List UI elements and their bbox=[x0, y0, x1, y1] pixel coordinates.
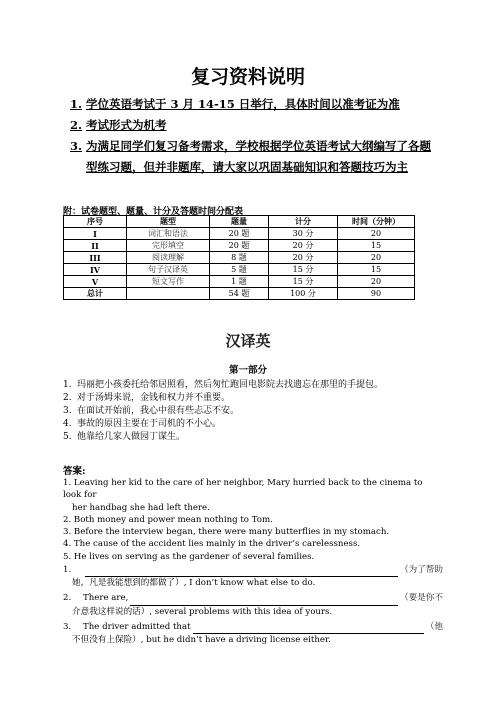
notes-list bbox=[70, 94, 445, 178]
fill-item bbox=[63, 621, 443, 647]
item-number: 1. bbox=[63, 380, 72, 390]
fill-hint: （为了帮助 bbox=[400, 565, 443, 575]
table-cell: 1 题 bbox=[210, 276, 269, 288]
table-cell: 15 分 bbox=[269, 276, 338, 288]
table-cell: 20 bbox=[338, 228, 415, 240]
note-text: 为满足同学们复习备考需求，学校根据学位英语考试大纲编写了各题 bbox=[86, 139, 431, 153]
table-row bbox=[64, 264, 415, 276]
list-item bbox=[63, 392, 383, 405]
table-cell: 20 题 bbox=[210, 240, 269, 252]
column-header: 题型 bbox=[127, 216, 210, 228]
column-header: 计分 bbox=[269, 216, 338, 228]
answer-line: 4. The cause of the accident lies mainly in the driver’s carelessness. bbox=[63, 539, 361, 550]
note-text-block bbox=[86, 136, 431, 178]
table-row bbox=[64, 276, 415, 288]
table-cell: 15 分 bbox=[269, 264, 338, 276]
section-title: 汉译英 bbox=[225, 332, 271, 350]
fill-item bbox=[63, 564, 443, 590]
item-number: 1. bbox=[63, 565, 72, 575]
answer-line: 2. Both money and power mean nothing to Tom. bbox=[63, 514, 273, 525]
item-number: 3. bbox=[63, 406, 72, 416]
table-row bbox=[64, 252, 415, 264]
fill-continuation: 介意我这样说的话）, several problems with this idea of yours. bbox=[72, 606, 333, 617]
table-caption: 附：试卷题型、题量、计分及答题时间分配表 bbox=[63, 207, 244, 217]
fill-continuation: 她，凡是我能想到的都做了）, I don’t know what else to do. bbox=[72, 578, 316, 589]
item-number: 3. bbox=[63, 621, 72, 632]
table-cell: 54 题 bbox=[210, 288, 269, 300]
note-item bbox=[70, 115, 445, 136]
item-number: 2. bbox=[63, 593, 72, 604]
answer-line: 1. Leaving her kid to the care of her neighbor, Mary hurried back to the cinema to look for bbox=[63, 478, 423, 501]
item-number: 5. bbox=[63, 432, 72, 442]
answer-line: 5. He lives on serving as the gardener of several families. bbox=[63, 551, 315, 562]
note-item bbox=[70, 94, 445, 115]
table-cell: 5 题 bbox=[210, 264, 269, 276]
note-text: 考试形式为机考 bbox=[86, 118, 167, 132]
answer-line: 3. Before the interview began, there were many butterflies in my stomach. bbox=[63, 527, 390, 538]
table-cell: 8 题 bbox=[210, 252, 269, 264]
table-cell: 词汇和语法 bbox=[127, 228, 210, 240]
table-cell: 总计 bbox=[64, 288, 127, 300]
note-text: 学位英语考试于 3 月 14-15 日举行，具体时间以准考证为准 bbox=[86, 97, 400, 111]
list-item bbox=[63, 379, 383, 392]
table-cell: 短文写作 bbox=[127, 276, 210, 288]
item-text: 在面试开始前，我心中很有些忐忑不安。 bbox=[77, 406, 240, 416]
fill-hint: （他 bbox=[425, 621, 443, 632]
fill-in-list bbox=[63, 564, 443, 649]
table-total-row bbox=[64, 288, 415, 300]
table-cell: IV bbox=[64, 264, 127, 276]
answer-list bbox=[63, 477, 443, 563]
table-cell: 20 分 bbox=[269, 240, 338, 252]
table-cell: 20 bbox=[338, 276, 415, 288]
table-cell: 句子汉译英 bbox=[127, 264, 210, 276]
table-cell: 20 题 bbox=[210, 228, 269, 240]
fill-prefix: The driver admitted that bbox=[83, 621, 191, 632]
table-cell: 阅读理解 bbox=[127, 252, 210, 264]
item-text: 对于汤姆来说，金钱和权力并不重要。 bbox=[77, 393, 231, 403]
column-header: 时间（分钟） bbox=[338, 216, 415, 228]
table-cell: 15 bbox=[338, 264, 415, 276]
part-title: 第一部分 bbox=[228, 365, 267, 376]
table-cell: 20 分 bbox=[269, 252, 338, 264]
table-cell: 完形填空 bbox=[127, 240, 210, 252]
answers-label: 答案: bbox=[63, 466, 86, 477]
answer-blank[interactable] bbox=[85, 566, 398, 577]
item-number: 2. bbox=[63, 393, 72, 403]
table-cell: 100 分 bbox=[269, 288, 338, 300]
page-title: 复习资料说明 bbox=[190, 66, 305, 88]
table-cell bbox=[127, 288, 210, 300]
note-number: 3. bbox=[70, 139, 83, 153]
table-cell: II bbox=[64, 240, 127, 252]
table-cell: V bbox=[64, 276, 127, 288]
answer-blank[interactable] bbox=[193, 623, 424, 634]
fill-item bbox=[63, 592, 443, 618]
table-row bbox=[64, 240, 415, 252]
table-cell: 15 bbox=[338, 240, 415, 252]
table-row bbox=[64, 228, 415, 240]
fill-hint: （要是你不 bbox=[400, 593, 443, 604]
note-number: 1. bbox=[70, 97, 83, 111]
item-text: 事故的原因主要在于司机的不小心。 bbox=[77, 419, 222, 429]
answer-blank[interactable] bbox=[130, 595, 398, 606]
column-header: 题量 bbox=[210, 216, 269, 228]
problem-list bbox=[63, 379, 383, 444]
list-item bbox=[63, 405, 383, 418]
item-text: 玛丽把小孩委托给邻居照看，然后匆忙跑回电影院去找遗忘在那里的手提包。 bbox=[77, 380, 384, 390]
table-cell: 20 bbox=[338, 252, 415, 264]
table-cell: III bbox=[64, 252, 127, 264]
item-text: 他靠给几家人做园丁谋生。 bbox=[77, 432, 186, 442]
table-cell: 30 分 bbox=[269, 228, 338, 240]
fill-prefix: There are, bbox=[83, 593, 129, 604]
note-number: 2. bbox=[70, 118, 83, 132]
score-table bbox=[63, 215, 415, 300]
table-header-row bbox=[64, 216, 415, 228]
table-cell: I bbox=[64, 228, 127, 240]
column-header: 序号 bbox=[64, 216, 127, 228]
note-item bbox=[70, 136, 445, 178]
answer-line: her handbag she had left there. bbox=[72, 502, 210, 513]
table-cell: 90 bbox=[338, 288, 415, 300]
list-item bbox=[63, 431, 383, 444]
item-number: 4. bbox=[63, 419, 72, 429]
list-item bbox=[63, 418, 383, 431]
fill-continuation: 不但没有上保险）, but he didn’t have a driving license either. bbox=[72, 635, 331, 646]
note-text: 型练习题，但并非题库，请大家以巩固基础知识和答题技巧为主 bbox=[86, 160, 408, 174]
